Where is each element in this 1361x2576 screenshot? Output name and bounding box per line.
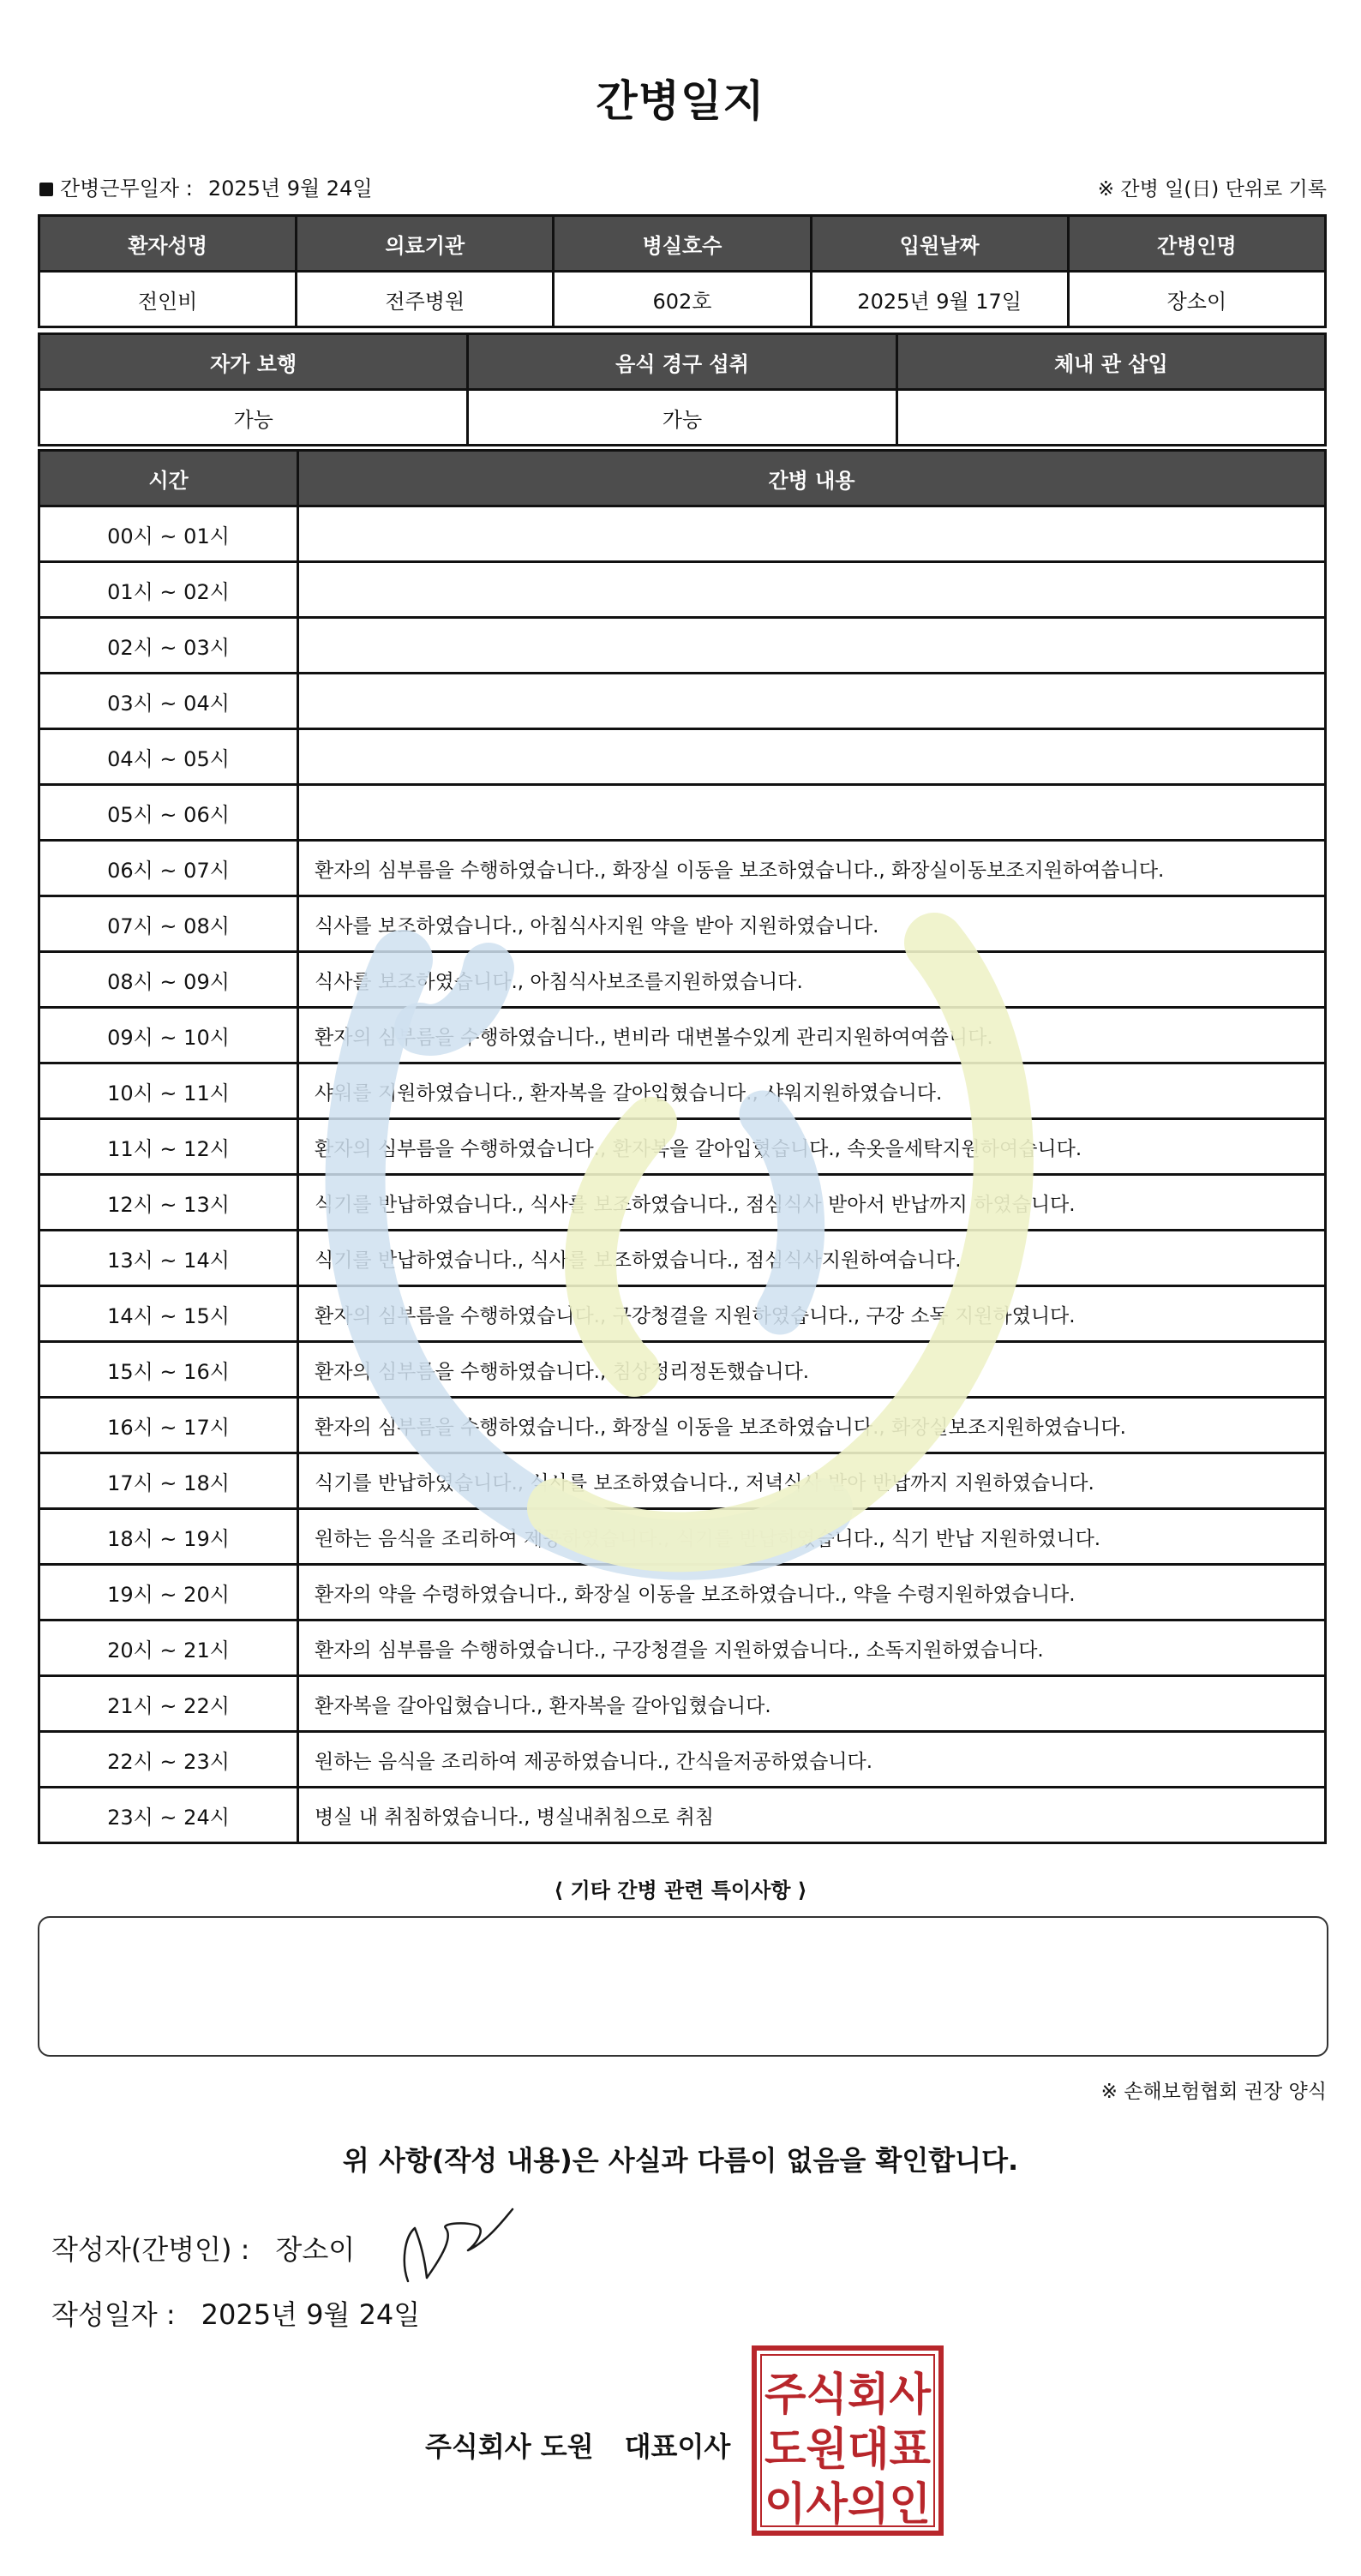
time-cell: 22시 ~ 23시 [40, 1733, 297, 1786]
seal-text-line-2: 도원대표 [764, 2424, 931, 2476]
content-cell: 병실 내 취침하였습니다., 병실내취침으로 취침 [299, 1788, 1324, 1842]
extra-notes-title: ⟨ 기타 간병 관련 특이사항 ⟩ [554, 1878, 807, 1902]
time-cell: 06시 ~ 07시 [40, 842, 297, 895]
written-date-label: 작성일자 : [51, 2298, 176, 2331]
company-seal-icon [751, 2345, 944, 2537]
content-cell [299, 563, 1324, 616]
ability-table [38, 332, 1327, 446]
unit-note: ※ 간병 일(日) 단위로 기록 [1097, 178, 1327, 201]
time-cell: 17시 ~ 18시 [40, 1454, 297, 1507]
room-number: 602호 [555, 273, 809, 326]
table-row [40, 1064, 1324, 1117]
care-log-table [38, 449, 1327, 1844]
time-cell: 20시 ~ 21시 [40, 1621, 297, 1674]
content-cell: 샤워를 지원하였습니다., 환자복을 갈아입혔습니다., 샤워지원하였습니다. [299, 1064, 1324, 1117]
written-date-line [51, 2293, 420, 2333]
writer-name: 장소이 [275, 2233, 356, 2266]
caregiver-name: 장소이 [1070, 273, 1324, 326]
extra-notes-box [38, 1916, 1328, 2057]
time-cell: 07시 ~ 08시 [40, 897, 297, 950]
confirmation-statement: 위 사항(작성 내용)은 사실과 다름이 없음을 확인합니다. [342, 2144, 1019, 2177]
content-cell: 식기를 반납하였습니다., 식사를 보조하였습니다., 점심식사지원하여습니다. [299, 1231, 1324, 1285]
table-row [40, 1788, 1324, 1842]
time-cell: 13시 ~ 14시 [40, 1231, 297, 1285]
table-row [40, 1733, 1324, 1786]
time-cell: 15시 ~ 16시 [40, 1343, 297, 1396]
table-row [40, 897, 1324, 950]
content-cell: 환자의 약을 수령하였습니다., 화장실 이동을 보조하였습니다., 약을 수령지원하였습니다. [299, 1566, 1324, 1619]
table-row [40, 786, 1324, 839]
header-tube-insertion: 체내 관 삽입 [898, 335, 1324, 388]
table-row [40, 730, 1324, 783]
time-cell: 05시 ~ 06시 [40, 786, 297, 839]
header-caregiver: 간병인명 [1070, 217, 1324, 270]
content-cell: 원하는 음식을 조리하여 제공하였습니다., 식기를 반납하였습니다., 식기 반납 지원하였니다. [299, 1510, 1324, 1563]
table-row [40, 1510, 1324, 1563]
table-row [40, 1566, 1324, 1619]
association-note: ※ 손해보험협회 권장 양식 [1100, 2081, 1327, 2103]
patient-info-table [38, 214, 1327, 328]
writer-line [51, 2228, 355, 2267]
company-line [425, 2425, 730, 2465]
table-row [40, 842, 1324, 895]
header-admission-date: 입원날짜 [812, 217, 1067, 270]
time-cell: 23시 ~ 24시 [40, 1788, 297, 1842]
work-date-value: 2025년 9월 24일 [207, 177, 373, 201]
content-cell: 식기를 반납하였습니다., 식사를 보조하였습니다., 점심식사 받아서 반납까지 하였습니다. [299, 1176, 1324, 1229]
content-cell: 원하는 음식을 조리하여 제공하였습니다., 간식을저공하였습니다. [299, 1733, 1324, 1786]
hospital-name: 전주병원 [297, 273, 552, 326]
content-cell: 환자의 심부름을 수행하였습니다., 구강청결을 지원하였습니다., 구강 소독 지원하였니다. [299, 1287, 1324, 1340]
time-cell: 04시 ~ 05시 [40, 730, 297, 783]
work-date-label: 간병근무일자 : [60, 177, 193, 201]
content-cell: 환자의 심부름을 수행하였습니다., 환자복을 갈아입혔습니다., 속옷을세탁지원하여습니다. [299, 1120, 1324, 1173]
written-date-value: 2025년 9월 24일 [201, 2298, 421, 2331]
table-row [40, 563, 1324, 616]
table-row [40, 619, 1324, 672]
tube-insertion-value [898, 391, 1324, 444]
time-cell: 21시 ~ 22시 [40, 1677, 297, 1730]
table-row [40, 1231, 1324, 1285]
patient-name: 전인비 [40, 273, 295, 326]
time-cell: 03시 ~ 04시 [40, 674, 297, 728]
time-cell: 16시 ~ 17시 [40, 1399, 297, 1452]
content-cell: 환자의 심부름을 수행하였습니다., 변비라 대변볼수있게 관리지원하여여씁니다. [299, 1009, 1324, 1062]
admission-date: 2025년 9월 17일 [812, 273, 1067, 326]
content-cell: 환자복을 갈아입혔습니다., 환자복을 갈아입혔습니다. [299, 1677, 1324, 1730]
time-cell: 14시 ~ 15시 [40, 1287, 297, 1340]
self-walking-value: 가능 [40, 391, 466, 444]
table-row [40, 1399, 1324, 1452]
content-cell [299, 507, 1324, 560]
table-row [40, 507, 1324, 560]
header-oral-intake: 음식 경구 섭취 [469, 335, 895, 388]
table-row [40, 1120, 1324, 1173]
company-role: 대표이사 [624, 2430, 731, 2463]
table-row [40, 1176, 1324, 1229]
header-self-walking: 자가 보행 [40, 335, 466, 388]
time-cell: 10시 ~ 11시 [40, 1064, 297, 1117]
content-cell [299, 619, 1324, 672]
time-cell: 12시 ~ 13시 [40, 1176, 297, 1229]
time-cell: 19시 ~ 20시 [40, 1566, 297, 1619]
table-row [40, 674, 1324, 728]
time-cell: 09시 ~ 10시 [40, 1009, 297, 1062]
header-room: 병실호수 [555, 217, 809, 270]
table-row [40, 1454, 1324, 1507]
table-row [40, 1343, 1324, 1396]
time-cell: 02시 ~ 03시 [40, 619, 297, 672]
header-care-content: 간병 내용 [299, 452, 1324, 505]
time-cell: 18시 ~ 19시 [40, 1510, 297, 1563]
table-row [40, 953, 1324, 1006]
table-row [40, 1287, 1324, 1340]
content-cell [299, 786, 1324, 839]
seal-text-line-1: 주식회사 [764, 2369, 932, 2421]
content-cell: 환자의 심부름을 수행하였습니다., 구강청결을 지원하였습니다., 소독지원하였습니다. [299, 1621, 1324, 1674]
header-patient-name: 환자성명 [40, 217, 295, 270]
company-name: 주식회사 도원 [425, 2430, 594, 2463]
signature-icon [393, 2202, 521, 2288]
document-title: 간병일지 [596, 76, 765, 126]
time-cell: 08시 ~ 09시 [40, 953, 297, 1006]
content-cell [299, 674, 1324, 728]
square-bullet-icon [39, 183, 53, 196]
content-cell: 환자의 심부름을 수행하였습니다., 화장실 이동을 보조하였습니다., 화장실보조지원하였습니다. [299, 1399, 1324, 1452]
writer-label: 작성자(간병인) : [51, 2233, 250, 2266]
content-cell: 환자의 심부름을 수행하였습니다., 침상정리정돈했습니다. [299, 1343, 1324, 1396]
content-cell: 식사를 보조하였습니다., 아침식사지원 약을 받아 지원하였습니다. [299, 897, 1324, 950]
content-cell: 환자의 심부름을 수행하였습니다., 화장실 이동을 보조하였습니다., 화장실이동보조지원하여씁니다. [299, 842, 1324, 895]
seal-text-line-3: 이사의인 [764, 2479, 931, 2531]
header-time: 시간 [40, 452, 297, 505]
work-date-line [39, 171, 373, 201]
oral-intake-value: 가능 [469, 391, 895, 444]
header-hospital: 의료기관 [297, 217, 552, 270]
time-cell: 00시 ~ 01시 [40, 507, 297, 560]
content-cell [299, 730, 1324, 783]
table-row [40, 1621, 1324, 1674]
content-cell: 식사를 보조하였습니다., 아침식사보조를지원하였습니다. [299, 953, 1324, 1006]
time-cell: 01시 ~ 02시 [40, 563, 297, 616]
time-cell: 11시 ~ 12시 [40, 1120, 297, 1173]
content-cell: 식기를 반납하였습니다., 식사를 보조하였습니다., 저녁식사 받아 반납까지 지원하였습니다. [299, 1454, 1324, 1507]
table-row [40, 1677, 1324, 1730]
table-row [40, 1009, 1324, 1062]
